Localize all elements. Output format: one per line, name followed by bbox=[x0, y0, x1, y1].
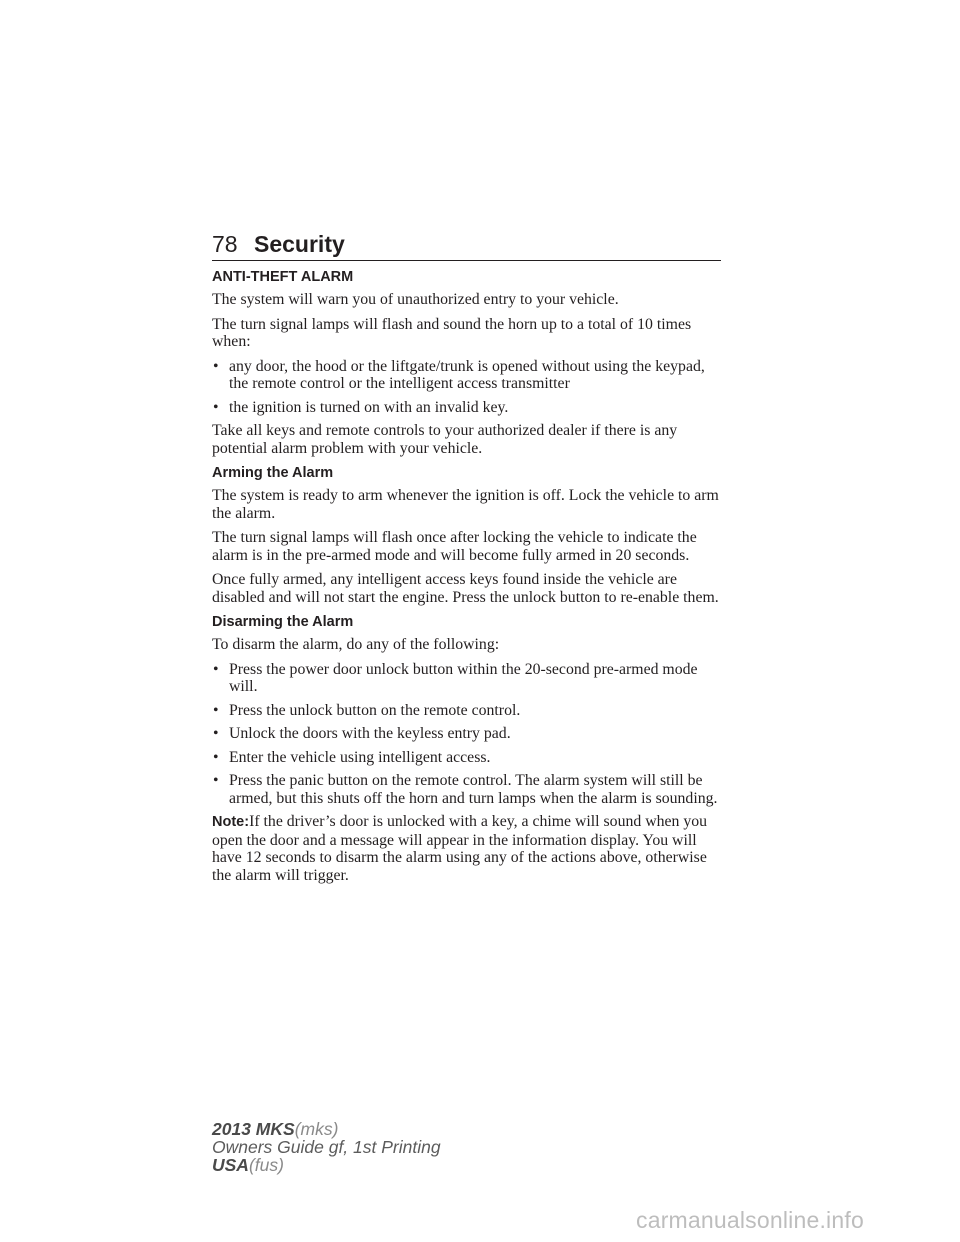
list-item bbox=[212, 725, 720, 743]
bullet-list bbox=[212, 661, 720, 808]
heading-arming-the-alarm: Arming the Alarm bbox=[212, 465, 334, 481]
footer-model: 2013 MKS bbox=[212, 1119, 295, 1139]
page-number: 78 bbox=[212, 231, 238, 257]
header-rule bbox=[212, 260, 721, 261]
list-item bbox=[212, 661, 720, 696]
list-item-text: Press the unlock button on the remote control. bbox=[229, 701, 521, 719]
section-title: Security bbox=[254, 231, 345, 257]
watermark: carmanualsonline.info bbox=[636, 1207, 864, 1233]
list-item bbox=[212, 702, 720, 720]
list-item bbox=[212, 399, 720, 417]
paragraph: The system is ready to arm whenever the ignition is off. Lock the vehicle to arm the alarm. bbox=[212, 487, 719, 522]
bullet-list bbox=[212, 358, 720, 417]
paragraph: The turn signal lamps will flash and sound the horn up to a total of 10 times when: bbox=[212, 315, 692, 350]
paragraph: To disarm the alarm, do any of the following: bbox=[212, 636, 500, 653]
paragraph: Take all keys and remote controls to your authorized dealer if there is any potential alarm problem with your vehicle. bbox=[212, 422, 678, 457]
print-footer bbox=[212, 1120, 441, 1174]
list-item bbox=[212, 772, 720, 807]
bullet-icon: • bbox=[213, 725, 219, 742]
footer-region-code: (fus) bbox=[248, 1155, 284, 1175]
bullet-icon: • bbox=[213, 748, 219, 766]
list-item bbox=[212, 358, 720, 393]
paragraph: Once fully armed, any intelligent access keys found inside the vehicle are disabled and will not start the engine. Press the unlock button to re-enable them. bbox=[212, 571, 719, 606]
bullet-icon: • bbox=[213, 357, 219, 375]
list-item-text: Unlock the doors with the keyless entry pad. bbox=[229, 725, 511, 742]
list-item-text: Press the power door unlock button within the 20-second pre-armed mode will. bbox=[229, 660, 698, 695]
heading-disarming-the-alarm: Disarming the Alarm bbox=[212, 614, 354, 630]
bullet-icon: • bbox=[213, 398, 219, 416]
footer-model-code: (mks) bbox=[294, 1119, 339, 1139]
footer-region: USA bbox=[212, 1155, 249, 1175]
paragraph: The turn signal lamps will flash once after locking the vehicle to indicate the alarm is in the pre-armed mode and will become fully armed in 20 seconds. bbox=[212, 529, 697, 564]
footer-line-3 bbox=[212, 1156, 441, 1174]
heading-anti-theft-alarm: ANTI-THEFT ALARM bbox=[212, 269, 354, 285]
paragraph: The system will warn you of unauthorized entry to your vehicle. bbox=[212, 291, 619, 308]
bullet-icon: • bbox=[213, 772, 219, 789]
note-label: Note: bbox=[212, 814, 250, 830]
footer-line-1 bbox=[212, 1120, 441, 1138]
bullet-icon: • bbox=[213, 701, 219, 719]
bullet-icon: • bbox=[213, 660, 219, 678]
list-item-text: the ignition is turned on with an invalid key. bbox=[229, 398, 509, 416]
page-content bbox=[212, 268, 720, 891]
list-item-text: Enter the vehicle using intelligent access. bbox=[229, 748, 491, 766]
list-item bbox=[212, 749, 720, 767]
footer-line-2: Owners Guide gf, 1st Printing bbox=[212, 1137, 441, 1157]
list-item-text: any door, the hood or the liftgate/trunk is opened without using the keypad, the remote control or the intelligent access transmitter bbox=[229, 357, 705, 392]
note-text: If the driver’s door is unlocked with a key, a chime will sound when you open the door and a message will appear in the information display. You will have 12 seconds to disarm the alarm using any of the actions above, otherwise the alarm will trigger. bbox=[212, 813, 708, 884]
note-paragraph bbox=[212, 813, 720, 884]
list-item-text: Press the panic button on the remote control. The alarm system will still be armed, but this shuts off the horn and turn lamps when the alarm is sounding. bbox=[229, 772, 718, 807]
page-header bbox=[212, 229, 720, 263]
